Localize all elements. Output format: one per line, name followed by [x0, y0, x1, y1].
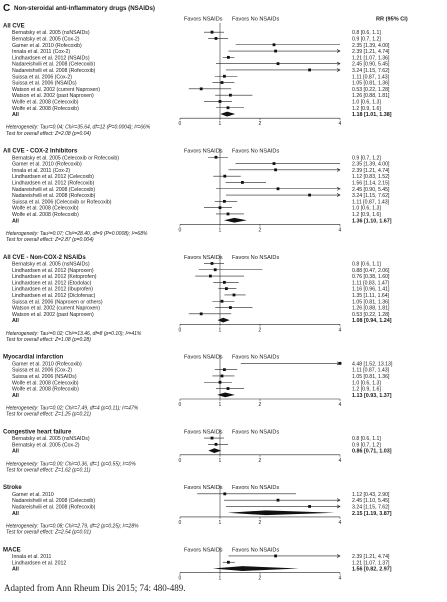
- x-tick-label: 1: [218, 402, 222, 408]
- study-label: Innala et al. 2011 (Cox-2): [12, 167, 71, 174]
- rr-value: 0.8 [0.6, 1.1]: [352, 436, 381, 443]
- x-tick-label: 2: [258, 457, 262, 464]
- subgroup-title: Congestive heart failure: [3, 429, 72, 436]
- pooled-diamond: [228, 510, 335, 515]
- pooled-label: All: [12, 448, 19, 455]
- x-tick-label: 2: [258, 575, 262, 582]
- overall-effect-text: Test for overall effect: Z=1.25 (p=0.21): [6, 411, 91, 418]
- subgroup-title: Stroke: [3, 485, 22, 492]
- x-tick-label: 0: [178, 402, 182, 408]
- study-label: Watson et al. 2002 (past Naproxen): [12, 93, 94, 100]
- point-estimate: [227, 56, 230, 59]
- rr-value: 1.05 [0.81, 1.36]: [352, 373, 390, 380]
- pooled-label: All: [12, 318, 19, 325]
- study-label: Garner et al. 2010: [12, 491, 54, 498]
- study-label: Nadareishvili et al. 2008 (Rofecoxib): [12, 504, 96, 511]
- point-estimate: [233, 294, 236, 297]
- header-favors-nsaids: Favors NSAIDs: [184, 354, 223, 361]
- heterogeneity-text: Heterogeneity: Tau²=0.00; Chi²=0.36, df=1 (p=0.55); I²=0%: [6, 461, 136, 468]
- x-tick-label: 4: [338, 519, 342, 526]
- point-estimate: [339, 362, 342, 365]
- study-label: Lindhardsen et al. 2012 (NSAIDs): [12, 55, 90, 62]
- rr-value: 1.0 [0.6, 1.3]: [352, 380, 381, 387]
- pooled-label: All: [12, 392, 19, 399]
- study-label: Bernatsky et al. 2005 (nsNSAIDs): [12, 261, 90, 268]
- point-estimate: [214, 268, 217, 271]
- study-label: Watson et al. 2002 (past Naproxen): [12, 311, 94, 318]
- point-estimate: [277, 62, 280, 65]
- study-label: Innala et al. 2011: [12, 553, 52, 560]
- study-label: Bernatsky et al. 2005 (nsNSAIDs): [12, 30, 90, 37]
- x-tick-label: 2: [258, 519, 262, 526]
- x-tick-label: 1: [218, 227, 222, 234]
- x-tick-label: 0: [178, 519, 182, 526]
- study-label: Watson et al. 2002 (current Naproxen): [12, 86, 101, 93]
- point-estimate: [215, 443, 218, 446]
- rr-value: 0.9 [0.7, 1.2]: [352, 155, 381, 162]
- header-favors-nsaids: Favors NSAIDs: [184, 148, 223, 155]
- study-label: Innala et al. 2011 (Cox-2): [12, 49, 71, 56]
- study-label: Nadareishvili et al. 2008 (Celecoxib): [12, 498, 96, 505]
- rr-value: 1.05 [0.81, 1.36]: [352, 80, 390, 87]
- point-estimate: [221, 375, 224, 378]
- x-tick-label: 2: [258, 121, 262, 128]
- rr-value: 1.21 [1.07, 1.37]: [352, 560, 390, 567]
- pooled-label: All: [12, 566, 19, 573]
- rr-value: 1.16 [0.96, 1.41]: [352, 286, 390, 293]
- pooled-rr-value: 1.36 [1.10, 1.67]: [352, 218, 392, 225]
- pooled-rr-value: 1.13 [0.93, 1.37]: [352, 392, 392, 399]
- header-favors-no-nsaids: Favors No NSAIDs: [232, 354, 280, 361]
- rr-value: 1.12 [0.83, 1.52]: [352, 174, 390, 181]
- point-estimate: [215, 37, 218, 40]
- point-estimate: [200, 312, 203, 315]
- study-label: Wolfe et al. 2008 (Celecoxib): [12, 205, 79, 212]
- pooled-rr-value: 0.86 [0.71, 1.03]: [352, 448, 392, 455]
- study-label: Garner et al. 2010 (Rofecoxib): [12, 42, 82, 49]
- rr-value: 1.05 [0.81, 1.36]: [352, 299, 390, 306]
- point-estimate: [219, 100, 222, 103]
- point-estimate: [229, 94, 232, 97]
- study-label: Garner et al. 2010 (Rofecoxib): [12, 161, 82, 168]
- study-label: Suissa et al. 2006 (Celecoxib or Rofecoxib): [12, 199, 112, 206]
- header-favors-nsaids: Favors NSAIDs: [184, 16, 223, 23]
- point-estimate: [227, 213, 230, 216]
- rr-value: 1.11 [0.87, 1.43]: [352, 199, 390, 206]
- point-estimate: [223, 368, 226, 371]
- rr-value: 1.26 [0.88, 1.81]: [352, 93, 390, 100]
- study-label: Lindhardsen et al. 2012 (Diclofenac): [12, 292, 96, 299]
- rr-value: 1.26 [0.88, 1.81]: [352, 305, 390, 312]
- point-estimate: [274, 168, 277, 171]
- header-favors-nsaids: Favors NSAIDs: [184, 254, 223, 261]
- study-label: Bernatsky et al. 2005 (Cox-2): [12, 442, 80, 449]
- rr-value: 0.88 [0.47, 2.06]: [352, 267, 390, 274]
- pooled-rr-value: 1.18 [1.01, 1.38]: [352, 112, 392, 119]
- study-label: Suissa et al. 2006 (NSAIDs): [12, 373, 77, 380]
- rr-value: 1.0 [0.6, 1.3]: [352, 99, 381, 106]
- x-tick-label: 2: [258, 327, 262, 334]
- study-label: Lindhardsen et al. 2012 (Naproxen): [12, 267, 94, 274]
- pooled-rr-value: 1.08 [0.94, 1.24]: [352, 318, 392, 325]
- point-estimate: [273, 43, 276, 46]
- point-estimate: [274, 50, 277, 53]
- overall-effect-text: Test for overall effect: Z=1.62 (p=0.11): [6, 467, 91, 474]
- study-label: Nadareishvili et al. 2008 (Rofecoxib): [12, 67, 96, 74]
- rr-value: 3.24 [1.15, 7.62]: [352, 504, 390, 511]
- point-estimate: [227, 561, 230, 564]
- rr-value: 1.2 [0.9, 1.6]: [352, 386, 381, 393]
- header-favors-no-nsaids: Favors No NSAIDs: [232, 485, 280, 492]
- rr-value: 1.12 [0.43, 2.90]: [352, 491, 390, 498]
- rr-value: 0.9 [0.7, 1.2]: [352, 36, 381, 43]
- header-favors-nsaids: Favors NSAIDs: [184, 547, 223, 554]
- rr-value: 1.0 [0.6, 1.3]: [352, 205, 381, 212]
- x-tick-label: 4: [338, 121, 342, 128]
- study-label: Lindhardsen et al. 2012 (Celecoxib): [12, 174, 94, 181]
- point-estimate: [227, 387, 230, 390]
- study-label: Lindhardsen et al. 2012: [12, 560, 67, 567]
- point-estimate: [223, 75, 226, 78]
- study-label: Wolfe et al. 2008 (Rofecoxib): [12, 386, 79, 393]
- study-label: Lindhardsen et al. 2012 (Ibuprofen): [12, 286, 94, 293]
- x-tick-label: 1: [218, 519, 222, 526]
- pooled-label: All: [12, 112, 19, 119]
- study-label: Bernatsky et al. 2005 (nsNSAIDs): [12, 436, 90, 443]
- pooled-label: All: [12, 218, 19, 225]
- rr-value: 1.21 [1.07, 1.36]: [352, 55, 390, 62]
- point-estimate: [219, 206, 222, 209]
- x-tick-label: 0: [178, 121, 182, 128]
- x-tick-label: 4: [338, 575, 342, 582]
- pooled-diamond: [213, 566, 299, 571]
- point-estimate: [211, 262, 214, 265]
- study-label: Lindhardsen et al. 2012 (Rofecoxib): [12, 180, 95, 187]
- x-tick-label: 2: [258, 402, 262, 408]
- study-label: Wolfe et al. 2008 (Rofecoxib): [12, 211, 79, 218]
- study-label: Bernatsky et al. 2005 (Cox-2): [12, 36, 80, 43]
- point-estimate: [273, 162, 276, 165]
- header-favors-no-nsaids: Favors No NSAIDs: [232, 148, 280, 155]
- overall-effect-text: Test for overall effect: Z=2.87 (p=0.004): [6, 237, 94, 244]
- study-label: Wolfe et al. 2008 (Celecoxib): [12, 380, 79, 387]
- x-tick-label: 4: [338, 457, 342, 464]
- study-label: Suissa et al. 2006 (Cox-2): [12, 74, 72, 81]
- header-favors-no-nsaids: Favors No NSAIDs: [232, 16, 280, 23]
- figure-caption: Adapted from Ann Rheum Dis 2015; 74: 480-489.: [4, 583, 186, 593]
- point-estimate: [227, 106, 230, 109]
- x-tick-label: 0: [178, 575, 182, 582]
- point-estimate: [223, 281, 226, 284]
- rr-value: 2.39 [1.21, 4.74]: [352, 49, 390, 56]
- study-label: Nadareishvili et al. 2008 (Celecoxib): [12, 186, 96, 193]
- point-estimate: [277, 187, 280, 190]
- point-estimate: [225, 287, 228, 290]
- x-tick-label: 2: [258, 227, 262, 234]
- heterogeneity-text: Heterogeneity: Tau²=0.07; Chi²=28.40, df=9 (P=0.0008); I²=68%: [6, 230, 148, 237]
- rr-value: 1.11 [0.83, 1.47]: [352, 280, 390, 287]
- rr-value: 1.2 [0.9, 1.6]: [352, 105, 381, 112]
- point-estimate: [211, 31, 214, 34]
- subgroup-title: All CVE - COX-2 Inhibitors: [3, 148, 78, 155]
- point-estimate: [219, 381, 222, 384]
- pooled-label: All: [12, 510, 19, 517]
- heterogeneity-text: Heterogeneity: Tau²=0.02; Chi²=7.49, df=4 (p=0.11); I²=47%: [6, 405, 139, 412]
- point-estimate: [308, 194, 311, 197]
- study-label: Suissa et al. 2006 (NSAIDs): [12, 80, 77, 87]
- x-tick-label: 1: [218, 327, 222, 334]
- rr-value: 1.56 [1.14, 2.15]: [352, 180, 390, 187]
- x-tick-label: 0: [178, 327, 182, 334]
- study-label: Wolfe et al. 2008 (Rofecoxib): [12, 105, 79, 112]
- header-favors-nsaids: Favors NSAIDs: [184, 429, 223, 436]
- study-label: Lindhardsen et al. 2012 (Etodolac): [12, 280, 92, 287]
- rr-value: 0.8 [0.6, 1.1]: [352, 261, 381, 268]
- heterogeneity-text: Heterogeneity: Tau²=0.08; Chi²=2.79, df=2 (p=0.25); I²=28%: [6, 523, 139, 530]
- subgroup-title: All CVE - Non-COX-2 NSAIDs: [3, 254, 86, 261]
- study-label: Garner et al. 2010 (Rofecoxib): [12, 361, 82, 368]
- rr-value: 2.45 [1.10, 5.45]: [352, 498, 390, 505]
- x-tick-label: 1: [218, 457, 222, 464]
- point-estimate: [274, 555, 277, 558]
- study-label: Wolfe et al. 2008 (Celecoxib): [12, 99, 79, 106]
- heterogeneity-text: Heterogeneity: Tau²=0.04; Chi²=35.64, df=12 (P=0.0004); I²=66%: [6, 124, 151, 131]
- header-favors-no-nsaids: Favors No NSAIDs: [232, 429, 280, 436]
- rr-value: 2.39 [1.21, 4.74]: [352, 167, 390, 174]
- rr-value: 1.11 [0.87, 1.43]: [352, 367, 390, 374]
- overall-effect-text: Test for overall effect: Z=1.08 (p=0.28): [6, 337, 91, 343]
- point-estimate: [221, 81, 224, 84]
- rr-value: 0.76 [0.38, 1.60]: [352, 274, 390, 281]
- header-favors-no-nsaids: Favors No NSAIDs: [232, 254, 280, 261]
- rr-value: 2.39 [1.21, 4.74]: [352, 553, 390, 560]
- x-tick-label: 1: [218, 575, 222, 582]
- pooled-diamond: [220, 112, 235, 117]
- header-favors-no-nsaids: Favors No NSAIDs: [232, 547, 280, 554]
- study-label: Nadareishvili et al. 2008 (Rofecoxib): [12, 193, 96, 200]
- rr-value: 3.24 [1.15, 7.62]: [352, 67, 390, 74]
- rr-value: 0.53 [0.22, 1.28]: [352, 86, 390, 93]
- point-estimate: [241, 181, 244, 184]
- rr-value: 2.35 [1.39, 4.00]: [352, 42, 390, 49]
- rr-value: 3.24 [1.15, 7.62]: [352, 193, 390, 200]
- point-estimate: [221, 300, 224, 303]
- study-label: Lindhardsen et al. 2012 (Ketoprofen): [12, 274, 97, 281]
- subgroup-title: All CVE: [3, 23, 25, 30]
- pooled-diamond: [224, 218, 247, 223]
- rr-value: 2.45 [0.90, 5.45]: [352, 186, 390, 193]
- subgroup-title: MACE: [3, 547, 21, 554]
- rr-value: 4.48 [1.52, 13.13]: [352, 361, 393, 368]
- point-estimate: [229, 306, 232, 309]
- x-tick-label: 4: [338, 227, 342, 234]
- point-estimate: [215, 156, 218, 159]
- pooled-rr-value: 2.15 [1.19, 3.87]: [352, 510, 392, 517]
- x-tick-label: 1: [218, 121, 222, 128]
- rr-value: 0.8 [0.6, 1.1]: [352, 30, 381, 37]
- x-tick-label: 0: [178, 227, 182, 234]
- overall-effect-text: Test for overall effect: Z=2.08 (p=0.04): [6, 130, 91, 137]
- rr-value: 2.35 [1.39, 4.00]: [352, 161, 390, 168]
- pooled-diamond: [208, 448, 221, 453]
- point-estimate: [223, 492, 226, 495]
- rr-value: 1.35 [1.11, 1.64]: [352, 292, 390, 299]
- point-estimate: [200, 87, 203, 90]
- point-estimate: [308, 505, 311, 508]
- rr-value: 0.9 [0.7, 1.2]: [352, 442, 381, 449]
- study-label: Suissa et al. 2006 (Naproxen or others): [12, 299, 103, 306]
- heterogeneity-text: Heterogeneity: Tau²=0.02; Chi²=13.46, df=8 (p=0.10); I²=41%: [6, 330, 142, 337]
- point-estimate: [277, 499, 280, 502]
- rr-value: 1.2 [0.9, 1.6]: [352, 211, 381, 218]
- study-label: Nadareishvili et al. 2008 (Celecoxib): [12, 61, 96, 68]
- overall-effect-text: Test for overall effect: Z=2.54 (p=0.01): [6, 529, 91, 536]
- panel-letter: C: [3, 3, 11, 14]
- point-estimate: [211, 437, 214, 440]
- pooled-diamond: [218, 318, 230, 323]
- x-tick-label: 4: [338, 402, 342, 408]
- point-estimate: [308, 69, 311, 72]
- rr-value: 0.53 [0.22, 1.28]: [352, 311, 390, 318]
- pooled-rr-value: 1.56 [0.82, 2.97]: [352, 566, 392, 573]
- figure-title: Non-steroidal anti-inflammatory drugs (NSAIDs): [14, 5, 155, 12]
- header-favors-nsaids: Favors NSAIDs: [184, 485, 223, 492]
- study-label: Watson et al. 2002 (current Naproxen): [12, 305, 101, 312]
- x-tick-label: 0: [178, 457, 182, 464]
- rr-value: 1.11 [0.87, 1.43]: [352, 74, 390, 81]
- rr-value: 2.45 [0.90, 5.45]: [352, 61, 390, 68]
- x-tick-label: 4: [338, 327, 342, 334]
- point-estimate: [209, 275, 212, 278]
- subgroup-title: Myocardial infarction: [3, 354, 64, 361]
- study-label: Suissa et al. 2006 (Cox-2): [12, 367, 72, 374]
- point-estimate: [223, 200, 226, 203]
- point-estimate: [223, 175, 226, 178]
- header-rr-label: RR (95% CI): [376, 16, 408, 23]
- study-label: Bernatsky et al. 2005 (Celecoxib or Rofecoxib): [12, 155, 119, 162]
